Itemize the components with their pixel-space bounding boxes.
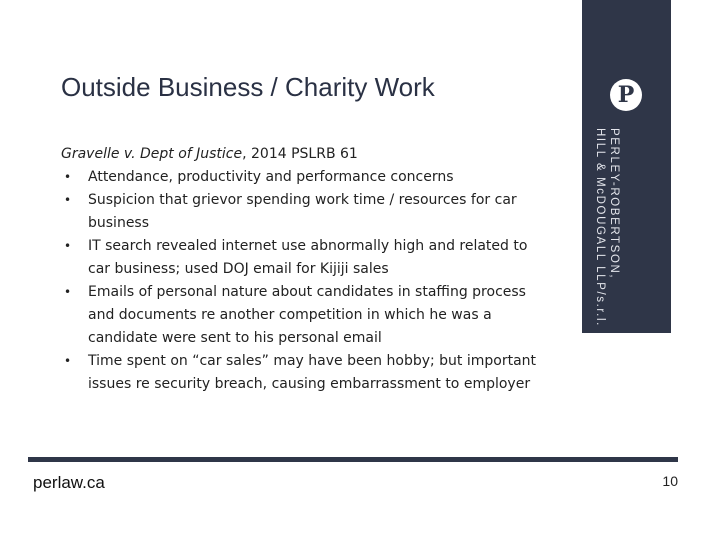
bullet-item — [61, 189, 551, 235]
slide-body — [61, 143, 551, 396]
bullet-icon: • — [64, 193, 72, 207]
logo-letter: P — [617, 82, 635, 108]
bullet-item — [61, 166, 551, 189]
firm-name-line-1: PERLEY-ROBERTSON, — [608, 128, 620, 280]
firm-name-line-2: HILL & McDOUGALL LLP/s.r.l. — [594, 128, 606, 327]
bullet-item — [61, 350, 551, 396]
bullet-icon: • — [64, 354, 72, 368]
bullet-text: Attendance, productivity and performance concerns — [88, 169, 454, 185]
case-citation: , 2014 PSLRB 61 — [242, 146, 358, 162]
footer-divider — [28, 457, 678, 462]
bullet-text: IT search revealed internet use abnormally high and related to car business; used DOJ email for Kijiji sales — [88, 238, 528, 277]
case-reference — [61, 143, 551, 166]
firm-name — [593, 128, 621, 327]
bullet-item — [61, 281, 551, 350]
bullet-text: Emails of personal nature about candidates in staffing process and documents re another competition in which he was a candidate were sent to his personal email — [88, 284, 526, 346]
page-number: 10 — [662, 473, 678, 489]
bullet-icon: • — [64, 239, 72, 253]
bullet-list — [61, 166, 551, 396]
bullet-text: Time spent on “car sales” may have been hobby; but important issues re security breach, causing embarrassment to employer — [88, 353, 537, 392]
logo-mark — [610, 79, 642, 111]
case-name: Gravelle v. Dept of Justice — [61, 146, 243, 162]
bullet-text: Suspicion that grievor spending work time / resources for car business — [88, 192, 517, 231]
slide-title: Outside Business / Charity Work — [61, 72, 435, 102]
logo-panel — [582, 0, 671, 333]
footer-website: perlaw.ca — [33, 473, 105, 492]
bullet-icon: • — [64, 285, 72, 299]
bullet-item — [61, 235, 551, 281]
bullet-icon: • — [64, 170, 72, 184]
